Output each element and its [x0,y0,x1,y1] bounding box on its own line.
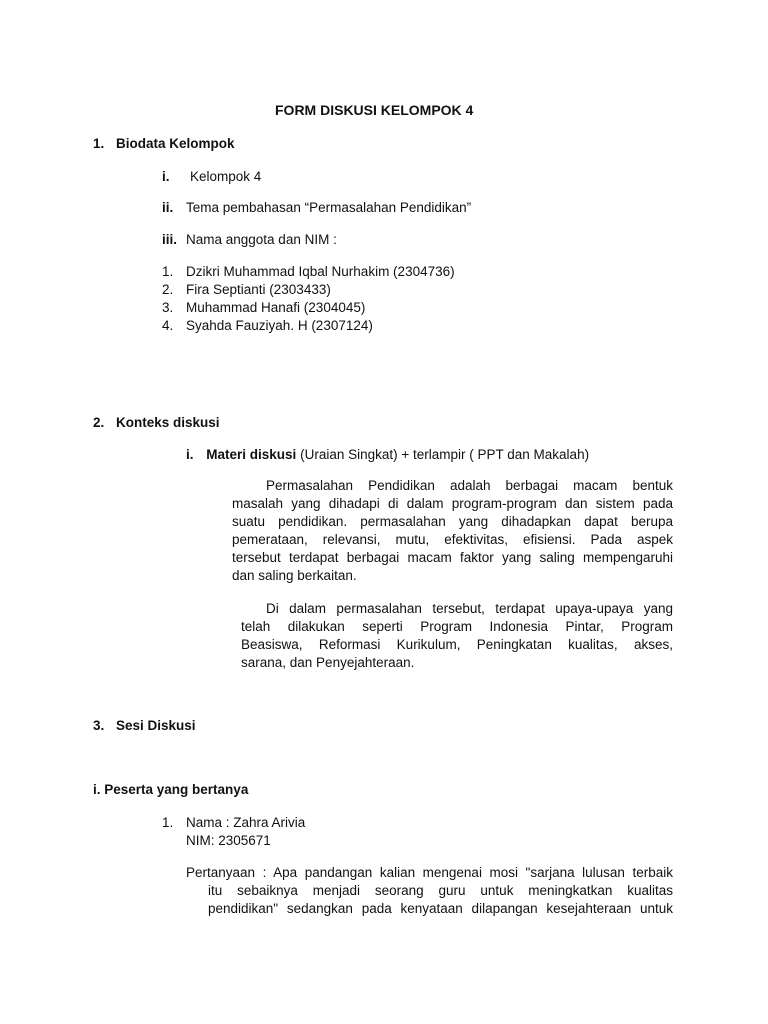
section-1-number: 1. [93,136,105,151]
paragraph-line: pemerataan, relevansi, mutu, efektivitas, efisiensi. Pada aspek [232,532,673,547]
member-item: Fira Septianti (2303433) [186,282,331,297]
materi-rest: (Uraian Singkat) + terlampir ( PPT dan Makalah) [300,447,590,462]
paragraph-2 [241,600,673,672]
paragraph-line: sarana, dan Penyejahteraan. [241,655,415,670]
materi-heading: Materi diskusi [206,447,297,462]
paragraph-line: Di dalam permasalahan tersebut, terdapat upaya-upaya yang [266,601,673,616]
materi-marker: i. [186,447,194,462]
biodata-item-marker: i. [162,169,170,184]
participant-name: Nama : Zahra Arivia [186,815,306,830]
biodata-item-text: Kelompok 4 [190,169,262,184]
member-item: Dzikri Muhammad Iqbal Nurhakim (2304736) [186,264,455,279]
member-number: 4. [162,318,174,333]
member-item: Syahda Fauziyah. H (2307124) [186,318,373,333]
document-title: FORM DISKUSI KELOMPOK 4 [275,102,474,118]
participant-nim: NIM: 2305671 [186,833,271,848]
paragraph-1 [232,477,673,585]
biodata-item-text: Nama anggota dan NIM : [186,232,337,247]
section-3-heading: Sesi Diskusi [116,718,196,733]
question-line: pendidikan" sedangkan pada kenyataan dilapangan kesejahteraan untuk [208,901,673,916]
section-1-heading: Biodata Kelompok [116,136,235,151]
member-number: 1. [162,264,174,279]
paragraph-line: Beasiswa, Reformasi Kurikulum, Peningkatan kualitas, akses, [241,637,673,652]
member-number: 3. [162,300,174,315]
materi-line [186,446,589,464]
participant-number: 1. [162,815,174,830]
paragraph-line: telah dilakukan seperti Program Indonesia Pintar, Program [241,619,673,634]
question-line: itu sebaiknya menjadi seorang guru untuk meningkatkan kualitas [208,883,673,898]
paragraph-line: dan saling berkaitan. [232,568,357,583]
participant-question [186,864,673,918]
paragraph-line: suatu pendidikan. permasalahan yang dihadapkan dapat berupa [232,514,673,529]
member-item: Muhammad Hanafi (2304045) [186,300,366,315]
paragraph-line: tersebut terdapat berbagai macam faktor yang saling mempengaruhi [232,550,673,565]
paragraph-line: masalah yang dihadapi di dalam program-program dan sistem pada [232,496,673,511]
participants-heading: i. Peserta yang bertanya [93,782,249,797]
question-line: Pertanyaan : Apa pandangan kalian mengenai mosi "sarjana lulusan terbaik [186,865,673,880]
section-3-number: 3. [93,718,105,733]
biodata-item-marker: iii. [162,232,178,247]
member-number: 2. [162,282,174,297]
biodata-item-marker: ii. [162,200,174,215]
section-2-heading: Konteks diskusi [116,415,220,430]
paragraph-line: Permasalahan Pendidikan adalah berbagai macam bentuk [266,478,673,493]
biodata-item-text: Tema pembahasan “Permasalahan Pendidikan” [186,200,472,215]
section-2-number: 2. [93,415,105,430]
